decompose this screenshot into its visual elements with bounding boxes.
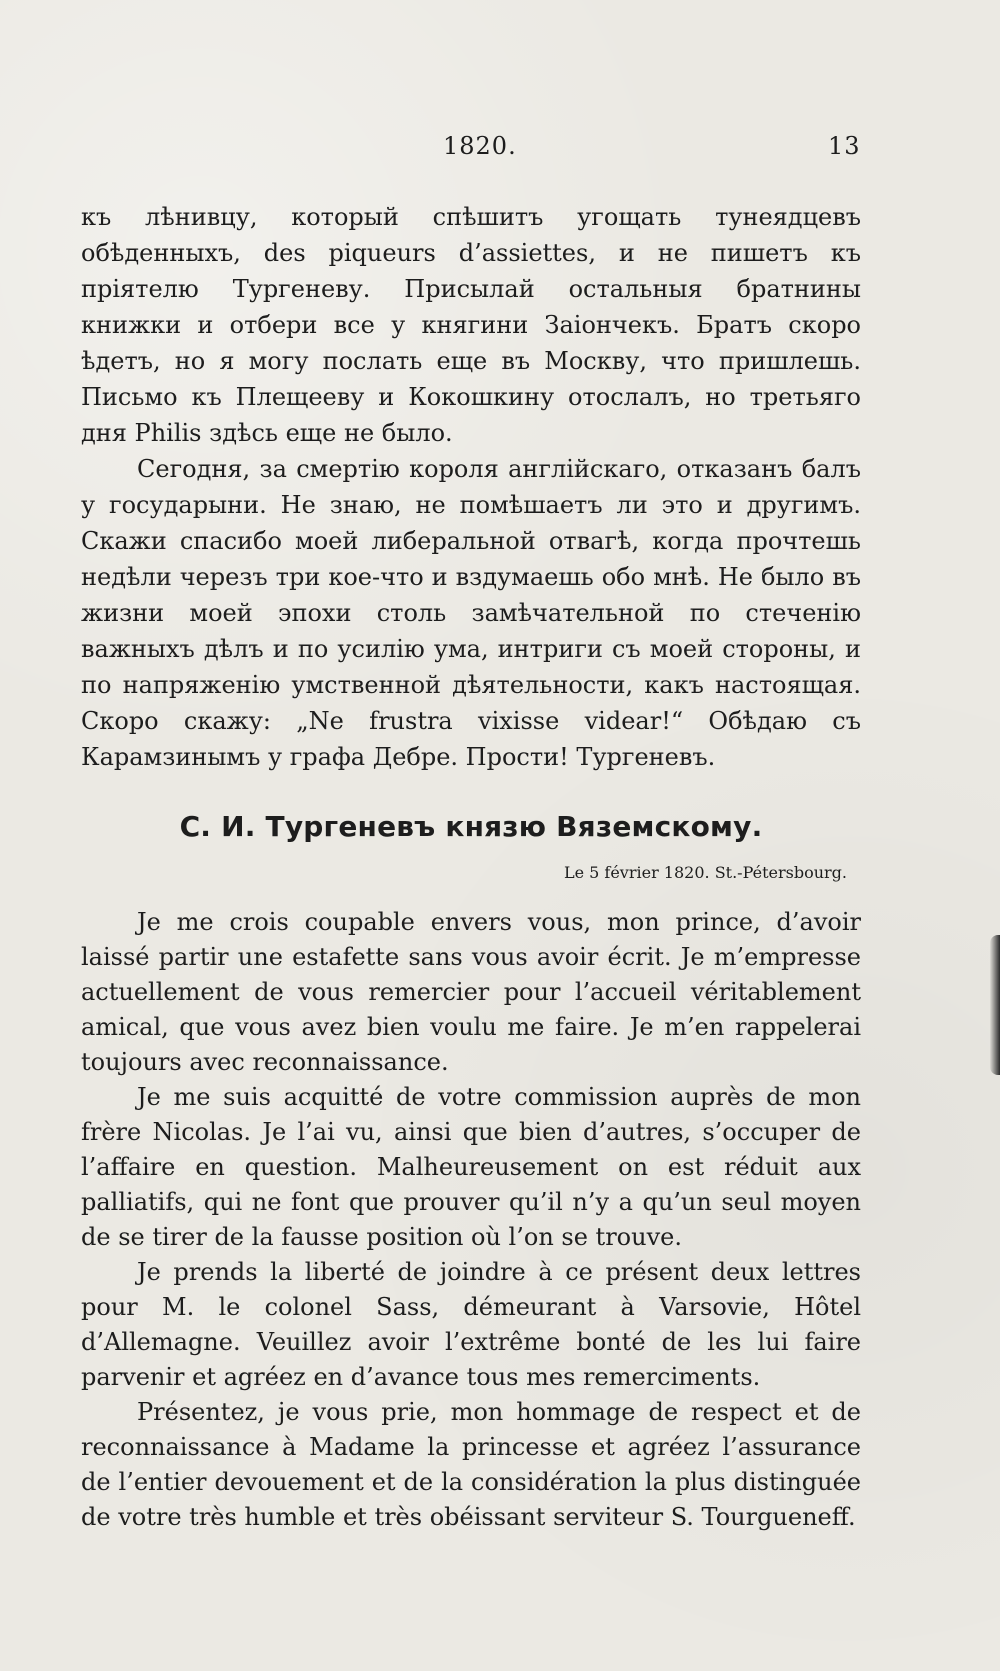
page-content — [81, 199, 861, 1535]
text-paragraph-2: Сегодня, за смертію короля англійскаго, отказанъ балъ у государыни. Не знаю, не помѣшаетъ ли это и другимъ. Скажи спасибо моей либеральной отвагѣ, когда прочтешь недѣли черезъ три кое-что и вздумаешь обо мнѣ. Не было въ жизни моей эпохи столь замѣчательной по стеченію важныхъ дѣлъ и по усилію ума, интриги съ моей стороны, и по напряженію умственной дѣятельности, какъ настоящая. Скоро скажу: „Ne frustra vixisse videar!“ Обѣдаю съ Карамзинымъ у графа Дебре. Прости! Тургеневъ. — [81, 455, 861, 771]
letter-dateline: Le 5 février 1820. St.-Pétersbourg. — [563, 863, 847, 882]
text-paragraph-1: къ лѣнивцу, который спѣшитъ угощать тунеядцевъ обѣденныхъ, des piqueurs d’assiettes, и не пишетъ къ пріятелю Тургеневу. Присылай остальныя братнины книжки и отбери все у княгини Заіончекъ. Братъ скоро ѣдетъ, но я могу послать еще въ Москву, что пришлешь. Письмо къ Плещееву и Кокошкину отослалъ, но третьяго дня Philis здѣсь еще не было. — [81, 203, 861, 447]
letter-paragraph-1: Je me crois coupable envers vous, mon prince, d’avoir laissé partir une estafette sans vous avoir écrit. Je m’empresse actuellement de vous remercier pour l’accueil véritablement amical, que vous avez bien voulu me faire. Je m’en rappelerai toujours avec reconnaissance. — [81, 908, 861, 1076]
letter-paragraph-2: Je me suis acquitté de votre commission auprès de mon frère Nicolas. Je l’ai vu, ainsi que bien d’autres, s’occuper de l’affaire en question. Malheureusement on est réduit aux palliatifs, qui ne font que prouver qu’il n’y a qu’un seul moyen de se tirer de la fausse position où l’on se trouve. — [81, 1083, 861, 1251]
letter-body — [81, 905, 861, 1535]
page-number: 13 — [828, 132, 861, 160]
page-year: 1820. — [443, 132, 517, 160]
letter-paragraph-4: Présentez, je vous prie, mon hommage de respect et de reconnaissance à Madame la princesse et agréez l’assurance de l’entier devouement et de la considération la plus distinguée de votre très humble et très obéissant serviteur S. Tourgueneff. — [81, 1398, 861, 1531]
page-edge-shadow — [990, 935, 1000, 1075]
page-header — [0, 132, 1000, 172]
letter-paragraph-3: Je prends la liberté de joindre à ce présent deux lettres pour M. le colonel Sass, démeurant à Varsovie, Hôtel d’Allemagne. Veuillez avoir l’extrême bonté de les lui faire parvenir et agréez en d’avance tous mes remerciments. — [81, 1258, 861, 1391]
letter-title: С. И. Тургеневъ князю Вяземскому. — [179, 810, 763, 843]
